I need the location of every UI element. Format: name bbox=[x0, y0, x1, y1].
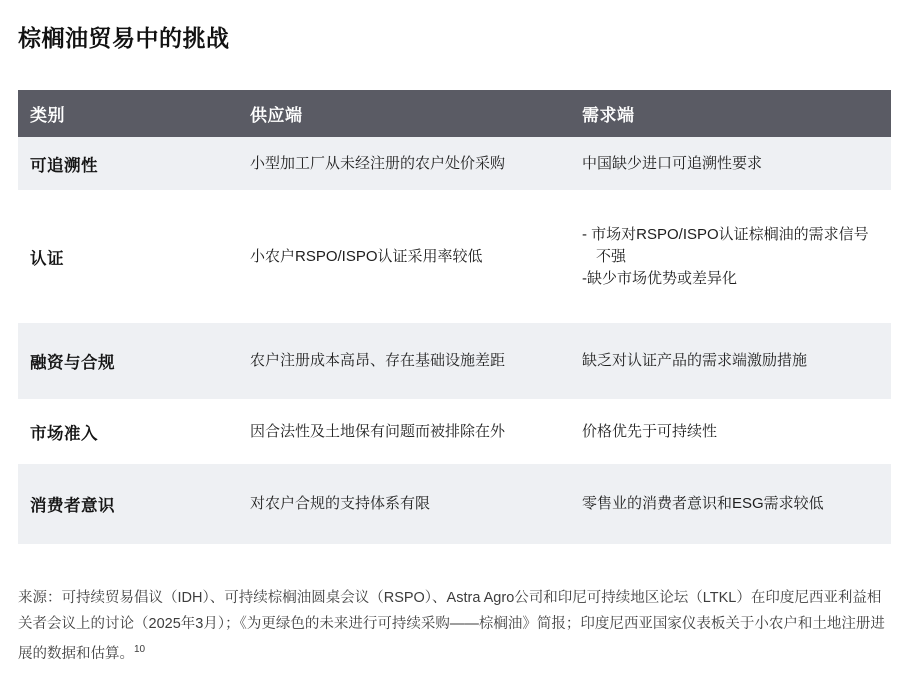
page-title: 棕榈油贸易中的挑战 bbox=[18, 25, 230, 51]
row-demand-value: 零售业的消费者意识和ESG需求较低 bbox=[582, 495, 824, 512]
footnote-reference: 10 bbox=[134, 644, 146, 655]
source-note bbox=[18, 585, 893, 667]
challenges-table bbox=[18, 90, 891, 544]
row-supply-value: 农户注册成本高昂、存在基础设施差距 bbox=[250, 352, 506, 369]
table-row-financing-compliance bbox=[18, 323, 891, 399]
source-text: 来源：可持续贸易倡议（IDH）、可持续棕榈油圆桌会议（RSPO）、Astra Agro公司和印尼可持续地区论坛（LTKL）在印度尼西亚利益相关者会议上的讨论（2025年3月）；《为更绿色的未来进行可持续采购——棕榈油》简报；印度尼西亚国家仪表板关于小农户和土地注册进展的数据和估算。 bbox=[18, 590, 885, 662]
row-supply-value: 小型加工厂从未经注册的农户处价采购 bbox=[250, 154, 506, 172]
row-supply-value: 小农户RSPO/ISPO认证采用率较低 bbox=[250, 247, 483, 265]
row-category: 认证 bbox=[30, 249, 64, 268]
column-header-category: 类别 bbox=[30, 106, 65, 125]
row-category: 市场准入 bbox=[30, 424, 98, 443]
row-category: 融资与合规 bbox=[30, 354, 115, 372]
row-supply-value: 对农户合规的支持体系有限 bbox=[250, 495, 431, 512]
demand-bullet: - 市场对RSPO/ISPO认证棕榈油的需求信号不强 bbox=[582, 225, 869, 265]
row-supply-value: 因合法性及土地保有问题而被排除在外 bbox=[250, 422, 506, 440]
table-header-row bbox=[18, 90, 891, 137]
table-row-certification bbox=[18, 190, 891, 323]
table-row-consumer-awareness bbox=[18, 464, 891, 544]
row-demand-bullet-list bbox=[582, 224, 891, 290]
row-demand-value: 价格优先于可持续性 bbox=[582, 422, 718, 440]
column-header-demand: 需求端 bbox=[582, 106, 635, 125]
row-category: 可追溯性 bbox=[30, 156, 98, 175]
table-row-market-access bbox=[18, 399, 891, 464]
table-row-traceability bbox=[18, 137, 891, 190]
row-demand-value: 中国缺少进口可追溯性要求 bbox=[582, 154, 763, 172]
row-demand-value: 缺乏对认证产品的需求端激励措施 bbox=[582, 352, 808, 369]
column-header-supply: 供应端 bbox=[250, 106, 303, 125]
row-category: 消费者意识 bbox=[30, 497, 115, 515]
demand-bullet: -缺少市场优势或差异化 bbox=[582, 269, 737, 287]
